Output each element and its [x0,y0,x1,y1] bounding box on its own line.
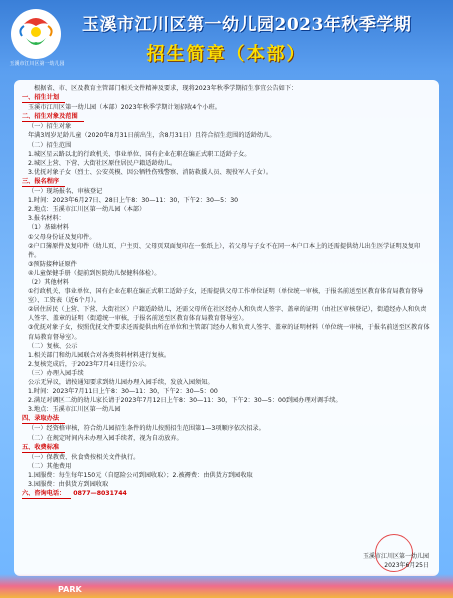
header [0,0,453,78]
section-title: 六、咨询电话： 0877—8031744 [22,489,431,499]
section-line: （二）招生范围 [28,141,72,149]
section-title: 三、报名程序 [22,177,431,187]
section-title: 二、招生对象及范围 [22,112,431,122]
signature-org: 玉溪市江川区第一幼儿园 [362,553,429,560]
section-line: 2.满足对调区二幼的幼儿家长请于2023年7月12日上午8：30—11：30，下午2：30—5：00到园办理对调手续。 [28,397,342,405]
section-title: 四、录取办法 [22,414,431,424]
section-line: 3.报名材料： [28,215,65,223]
signature-block [363,552,429,570]
section-line: 年满3周岁足龄儿童（2020年8月31日前出生，含8月31日）且符合招生范围的适龄幼儿。 [28,132,276,140]
section-line: 1.时间：2023年6月27日、28日上午8：30—11：30，下午2：30—5：30 [28,197,239,205]
section-line: 3.地点：玉溪市江川区第一幼儿园 [28,406,121,414]
notice-panel [14,80,439,576]
signature-date: 2023年6月25日 [384,562,429,569]
phone-number[interactable]: 0877—8031744 [73,490,127,498]
notice-content [14,80,439,499]
section-line: 2.城区上营、下营、大街社区原住居民户籍适龄幼儿。 [28,159,177,167]
section-line: 1.时间：2023年7月11日上午8：30—11：30，下午2：30—5：00 [28,388,218,396]
park-sign: PARK [58,585,82,594]
section-title: 五、收费标准 [22,443,431,453]
section-line: 2.复核完成后，于2023年7月4日进行公示。 [28,360,151,368]
section-line: ②户口簿原件及复印件（幼儿页、户主页、父母页双面复印在一张纸上），若父母与子女不在同一本户口本上的还需提供幼儿出生医学证明及复印件。 [28,242,421,259]
section-line: ①父母身份证及复印件。 [28,233,96,241]
section-line: 3.优抚对象子女（烈士、公安英模、因公牺牲伤残警察、消防救援人员、现役军人子女）。 [28,168,273,176]
section-line: （1）基础材料 [28,224,70,232]
section-line: 公示无异议，请按通知要求到幼儿园办理入园手续，发放入园须知。 [28,379,214,386]
section-line: 1.城区星云路以北的行政机关、事业单位、国有企业在职在编正式职工适龄子女。 [28,150,251,158]
section-line: （一）保教费、伙食费按相关文件执行。 [28,453,140,461]
section-line: 1.园服费：每生每年150元（自愿险公司到园收取）；2.被褥费：由供货方到园收取 [28,471,253,479]
section-line: （二）在规定时间内未办理入园手续者，视为自动放弃。 [28,434,183,442]
section-line: （一）招生对象 [28,123,72,131]
page-title: 玉溪市江川区第一幼儿园2023年秋季学期 [82,15,412,35]
section-line: （2）其他材料 [28,278,70,286]
section-line: 3.园服费：由供货方到园收取 [28,481,109,489]
section-line: ①行政机关、事业单位、国有企业在职在编正式职工适龄子女，还需提供父母工作单位证明（单位统一审核，于报名前送至区教育体育局教育督导室）、工资表（近6个月）。 [28,288,424,305]
section-line: ③预防接种证原件 [28,260,77,268]
section-line: （二）其他费用 [28,462,72,470]
intro-text: 根据省、市、区及教育主管部门相关文件精神及要求，现将2023年秋季学期招生事宜公告如下： [34,85,298,92]
section-line: （一）现场报名、审核登记 [28,188,103,196]
section-line: ②居住居民（上营、下营、大街社区）户籍适龄幼儿，还需父母所在社区经办人和负责人签字、盖章的证明（由社区审核登记），街道经办人和负责人签字、盖章的证明（街道统一审核，于报名前送至区教育体育局教育督导室）。 [28,306,427,323]
section-title: 一、招生计划 [22,93,431,103]
section-line: ③优抚对象子女，按照优抚文件要求还需提供由所在单位和主管部门经办人和负责人签字、盖章的证明材料（单位统一审核，于报名前送至区教育体育局教育督导室）。 [28,324,430,341]
section-line: （一）经资格审核，符合幼儿园招生条件的幼儿按照招生范围第1—3项顺序依次招录。 [28,425,265,433]
bottom-decoration [0,574,453,598]
section-line: ④儿童保健手册（提前到医院幼儿保健科体检）。 [28,269,161,277]
section-line: （二）复核、公示 [28,342,78,350]
section-line: （三）办理入园手续 [28,369,84,377]
page-subtitle: 招生简章（本部） [146,44,307,65]
section-line: 玉溪市江川区第一幼儿园（本部）2023年秋季学期计划招收4个小班。 [28,104,221,112]
logo-caption: 玉溪市江川区第一幼儿园 [9,61,65,67]
section-line: 2.地点：玉溪市江川区第一幼儿园（本部） [28,206,146,214]
section-line: 1.相关部门和幼儿园联合对各类资料材料进行复核。 [28,351,171,359]
